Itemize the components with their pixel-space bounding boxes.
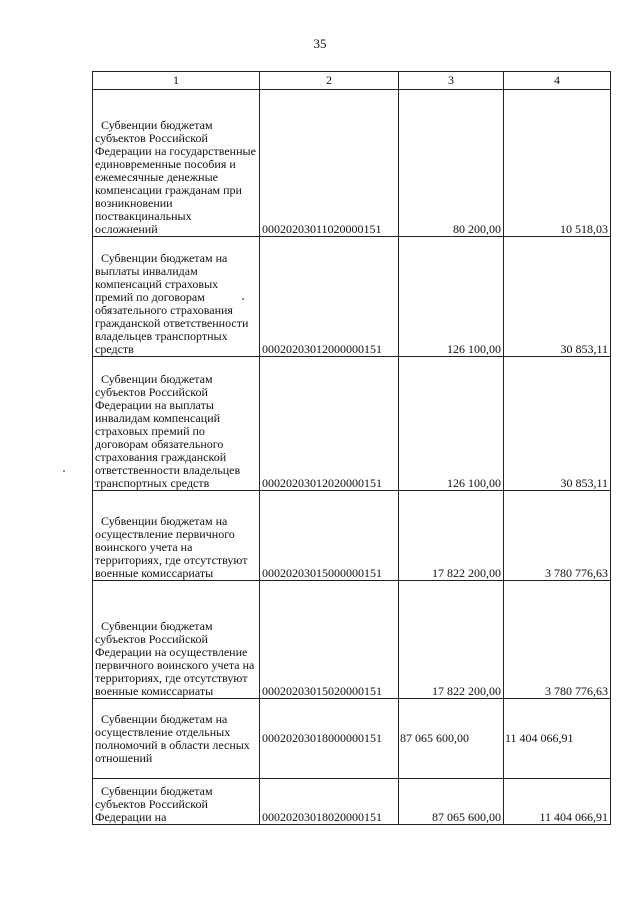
table-row	[93, 357, 611, 491]
table-row	[93, 581, 611, 699]
row-value3-cell: 87 065 600,00	[399, 699, 504, 779]
column-header-2: 2	[260, 72, 399, 90]
row-name-cell	[93, 357, 260, 491]
row-name-cell	[93, 581, 260, 699]
table-header-row	[93, 72, 611, 90]
row-code-cell: 00020203015020000151	[260, 581, 399, 699]
row-name: Субвенции бюджетам на осуществление отдельных полномочий в области лесных отношений	[95, 711, 250, 765]
row-name: Субвенции бюджетам субъектов Российской Федерации на	[95, 784, 213, 824]
row-name: Субвенции бюджетам субъектов Российской Федерации на выплаты инвалидам компенсаций страховых премий по договорам обязательного страхования гражданской ответственности владельцев транспортных средств	[95, 372, 241, 490]
row-code-cell: 00020203018020000151	[260, 779, 399, 825]
row-value4-cell: 11 404 066,91	[504, 699, 611, 779]
table-row	[93, 90, 611, 237]
row-name: Субвенции бюджетам на осуществление первичного воинского учета на территориях, где отсутствуют военные комиссариаты	[95, 514, 248, 580]
row-name-cell	[93, 237, 260, 357]
row-code-cell: 00020203012020000151	[260, 357, 399, 491]
row-value4-cell: 3 780 776,63	[504, 491, 611, 581]
scan-speck	[242, 298, 244, 300]
row-value3-cell: 17 822 200,00	[399, 581, 504, 699]
table-row	[93, 779, 611, 825]
row-name-cell	[93, 90, 260, 237]
column-header-3: 3	[399, 72, 504, 90]
row-value4-cell: 10 518,03	[504, 90, 611, 237]
table-row	[93, 491, 611, 581]
row-value3-cell: 126 100,00	[399, 357, 504, 491]
row-value4-cell: 30 853,11	[504, 357, 611, 491]
row-value3-cell: 17 822 200,00	[399, 491, 504, 581]
table-row	[93, 699, 611, 779]
row-name-cell	[93, 779, 260, 825]
row-code-cell: 00020203011020000151	[260, 90, 399, 237]
budget-table	[92, 71, 611, 825]
row-name: Субвенции бюджетам субъектов Российской Федерации на государственные единовременные пособия и ежемесячные денежные компенсации гражданам при возникновении поствакцинальных осложнений	[95, 118, 256, 236]
page-number: 35	[313, 36, 327, 51]
row-value4-cell: 30 853,11	[504, 237, 611, 357]
row-value4-cell: 3 780 776,63	[504, 581, 611, 699]
row-value3-cell: 80 200,00	[399, 90, 504, 237]
row-name-cell	[93, 491, 260, 581]
row-code-cell: 00020203012000000151	[260, 237, 399, 357]
row-value3-cell: 87 065 600,00	[399, 779, 504, 825]
column-header-4: 4	[504, 72, 611, 90]
row-name: Субвенции бюджетам на выплаты инвалидам компенсаций страховых премий по договорам обязательного страхования гражданской ответственности владельцев транспортных средств	[95, 251, 249, 356]
row-name: Субвенции бюджетам субъектов Российской Федерации на осуществление первичного воинского учета на территориях, где отсутствуют военные комиссариаты	[95, 619, 255, 698]
table-row	[93, 237, 611, 357]
row-code-cell: 00020203015000000151	[260, 491, 399, 581]
column-header-1: 1	[93, 72, 260, 90]
row-value3-cell: 126 100,00	[399, 237, 504, 357]
scan-speck	[63, 470, 65, 472]
row-value4-cell: 11 404 066,91	[504, 779, 611, 825]
row-code-cell: 00020203018000000151	[260, 699, 399, 779]
row-name-cell	[93, 699, 260, 779]
